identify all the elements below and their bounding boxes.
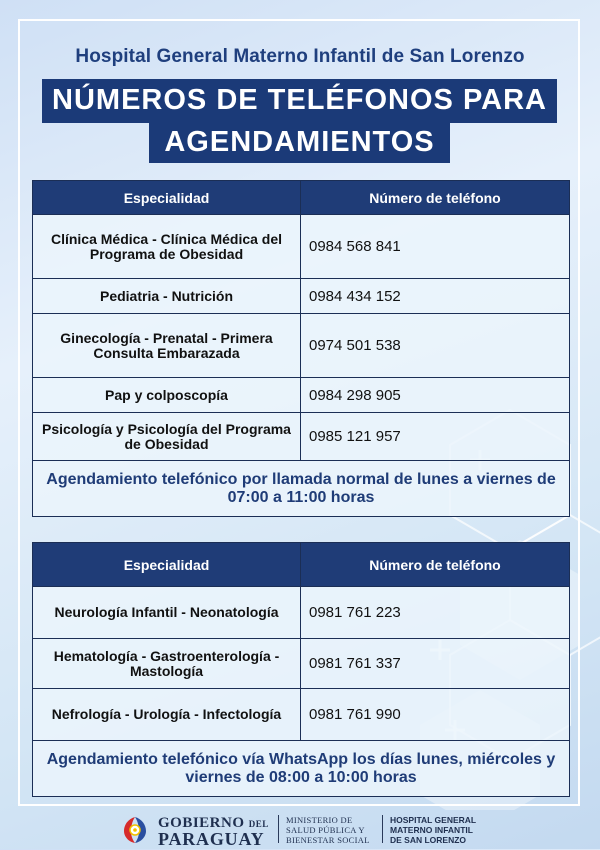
- phone-cell: 0981 761 990: [301, 689, 570, 741]
- ministry-line-2: SALUD PÚBLICA Y: [286, 825, 365, 835]
- phone-cell: 0981 761 337: [301, 639, 570, 689]
- table-row: [33, 639, 570, 689]
- del-word: DEL: [248, 819, 269, 829]
- paraguay-emblem-icon: [120, 815, 150, 845]
- banner-line-2: AGENDAMIENTOS: [149, 121, 450, 163]
- banner-line-1: NÚMEROS DE TELÉFONOS PARA: [42, 79, 557, 123]
- table-row: [33, 279, 570, 314]
- hospital-line-2: MATERNO INFANTIL: [390, 825, 473, 835]
- ministry-logo-text: [286, 815, 370, 845]
- table-row: [33, 314, 570, 378]
- phone-cell: 0974 501 538: [301, 314, 570, 378]
- footer-divider: [382, 815, 383, 843]
- column-header-phone: Número de teléfono: [301, 181, 570, 215]
- hospital-line-1: HOSPITAL GENERAL: [390, 815, 477, 825]
- schedule-note-row: [33, 741, 570, 797]
- gobierno-word: GOBIERNO: [158, 815, 245, 831]
- specialty-cell: Pediatria - Nutrición: [33, 279, 301, 314]
- ministry-line-3: BIENESTAR SOCIAL: [286, 835, 370, 845]
- phone-table-1: [32, 180, 570, 517]
- phone-cell: 0984 434 152: [301, 279, 570, 314]
- column-header-specialty: Especialidad: [33, 181, 301, 215]
- specialty-cell: Psicología y Psicología del Programa de Obesidad: [33, 413, 301, 461]
- phone-table-2: [32, 542, 570, 797]
- paraguay-logo-text: PARAGUAY: [158, 829, 265, 849]
- schedule-note-row: [33, 461, 570, 517]
- table-row: [33, 215, 570, 279]
- schedule-note: Agendamiento telefónico por llamada normal de lunes a viernes de 07:00 a 11:00 horas: [33, 461, 570, 517]
- specialty-cell: Nefrología - Urología - Infectología: [33, 689, 301, 741]
- specialty-cell: Pap y colposcopía: [33, 378, 301, 413]
- table-row: [33, 689, 570, 741]
- ministry-line-1: MINISTERIO DE: [286, 815, 353, 825]
- footer-divider: [278, 815, 279, 843]
- phone-cell: 0985 121 957: [301, 413, 570, 461]
- column-header-phone: Número de teléfono: [301, 543, 570, 587]
- table-header-row: [33, 543, 570, 587]
- phone-cell: 0984 568 841: [301, 215, 570, 279]
- specialty-cell: Neurología Infantil - Neonatología: [33, 587, 301, 639]
- phone-cell: 0984 298 905: [301, 378, 570, 413]
- table-header-row: [33, 181, 570, 215]
- table-row: [33, 587, 570, 639]
- schedule-note: Agendamiento telefónico vía WhatsApp los días lunes, miércoles y viernes de 08:00 a 10:00 horas: [33, 741, 570, 797]
- footer-logos: [0, 809, 600, 849]
- table-row: [33, 413, 570, 461]
- table-row: [33, 378, 570, 413]
- specialty-cell: Ginecología - Prenatal - Primera Consulta Embarazada: [33, 314, 301, 378]
- hospital-title: Hospital General Materno Infantil de San Lorenzo: [75, 46, 525, 67]
- hospital-logo-text: [390, 815, 476, 845]
- specialty-cell: Clínica Médica - Clínica Médica del Programa de Obesidad: [33, 215, 301, 279]
- specialty-cell: Hematología - Gastroenterología - Mastología: [33, 639, 301, 689]
- column-header-specialty: Especialidad: [33, 543, 301, 587]
- phone-cell: 0981 761 223: [301, 587, 570, 639]
- hospital-line-3: DE SAN LORENZO: [390, 835, 467, 845]
